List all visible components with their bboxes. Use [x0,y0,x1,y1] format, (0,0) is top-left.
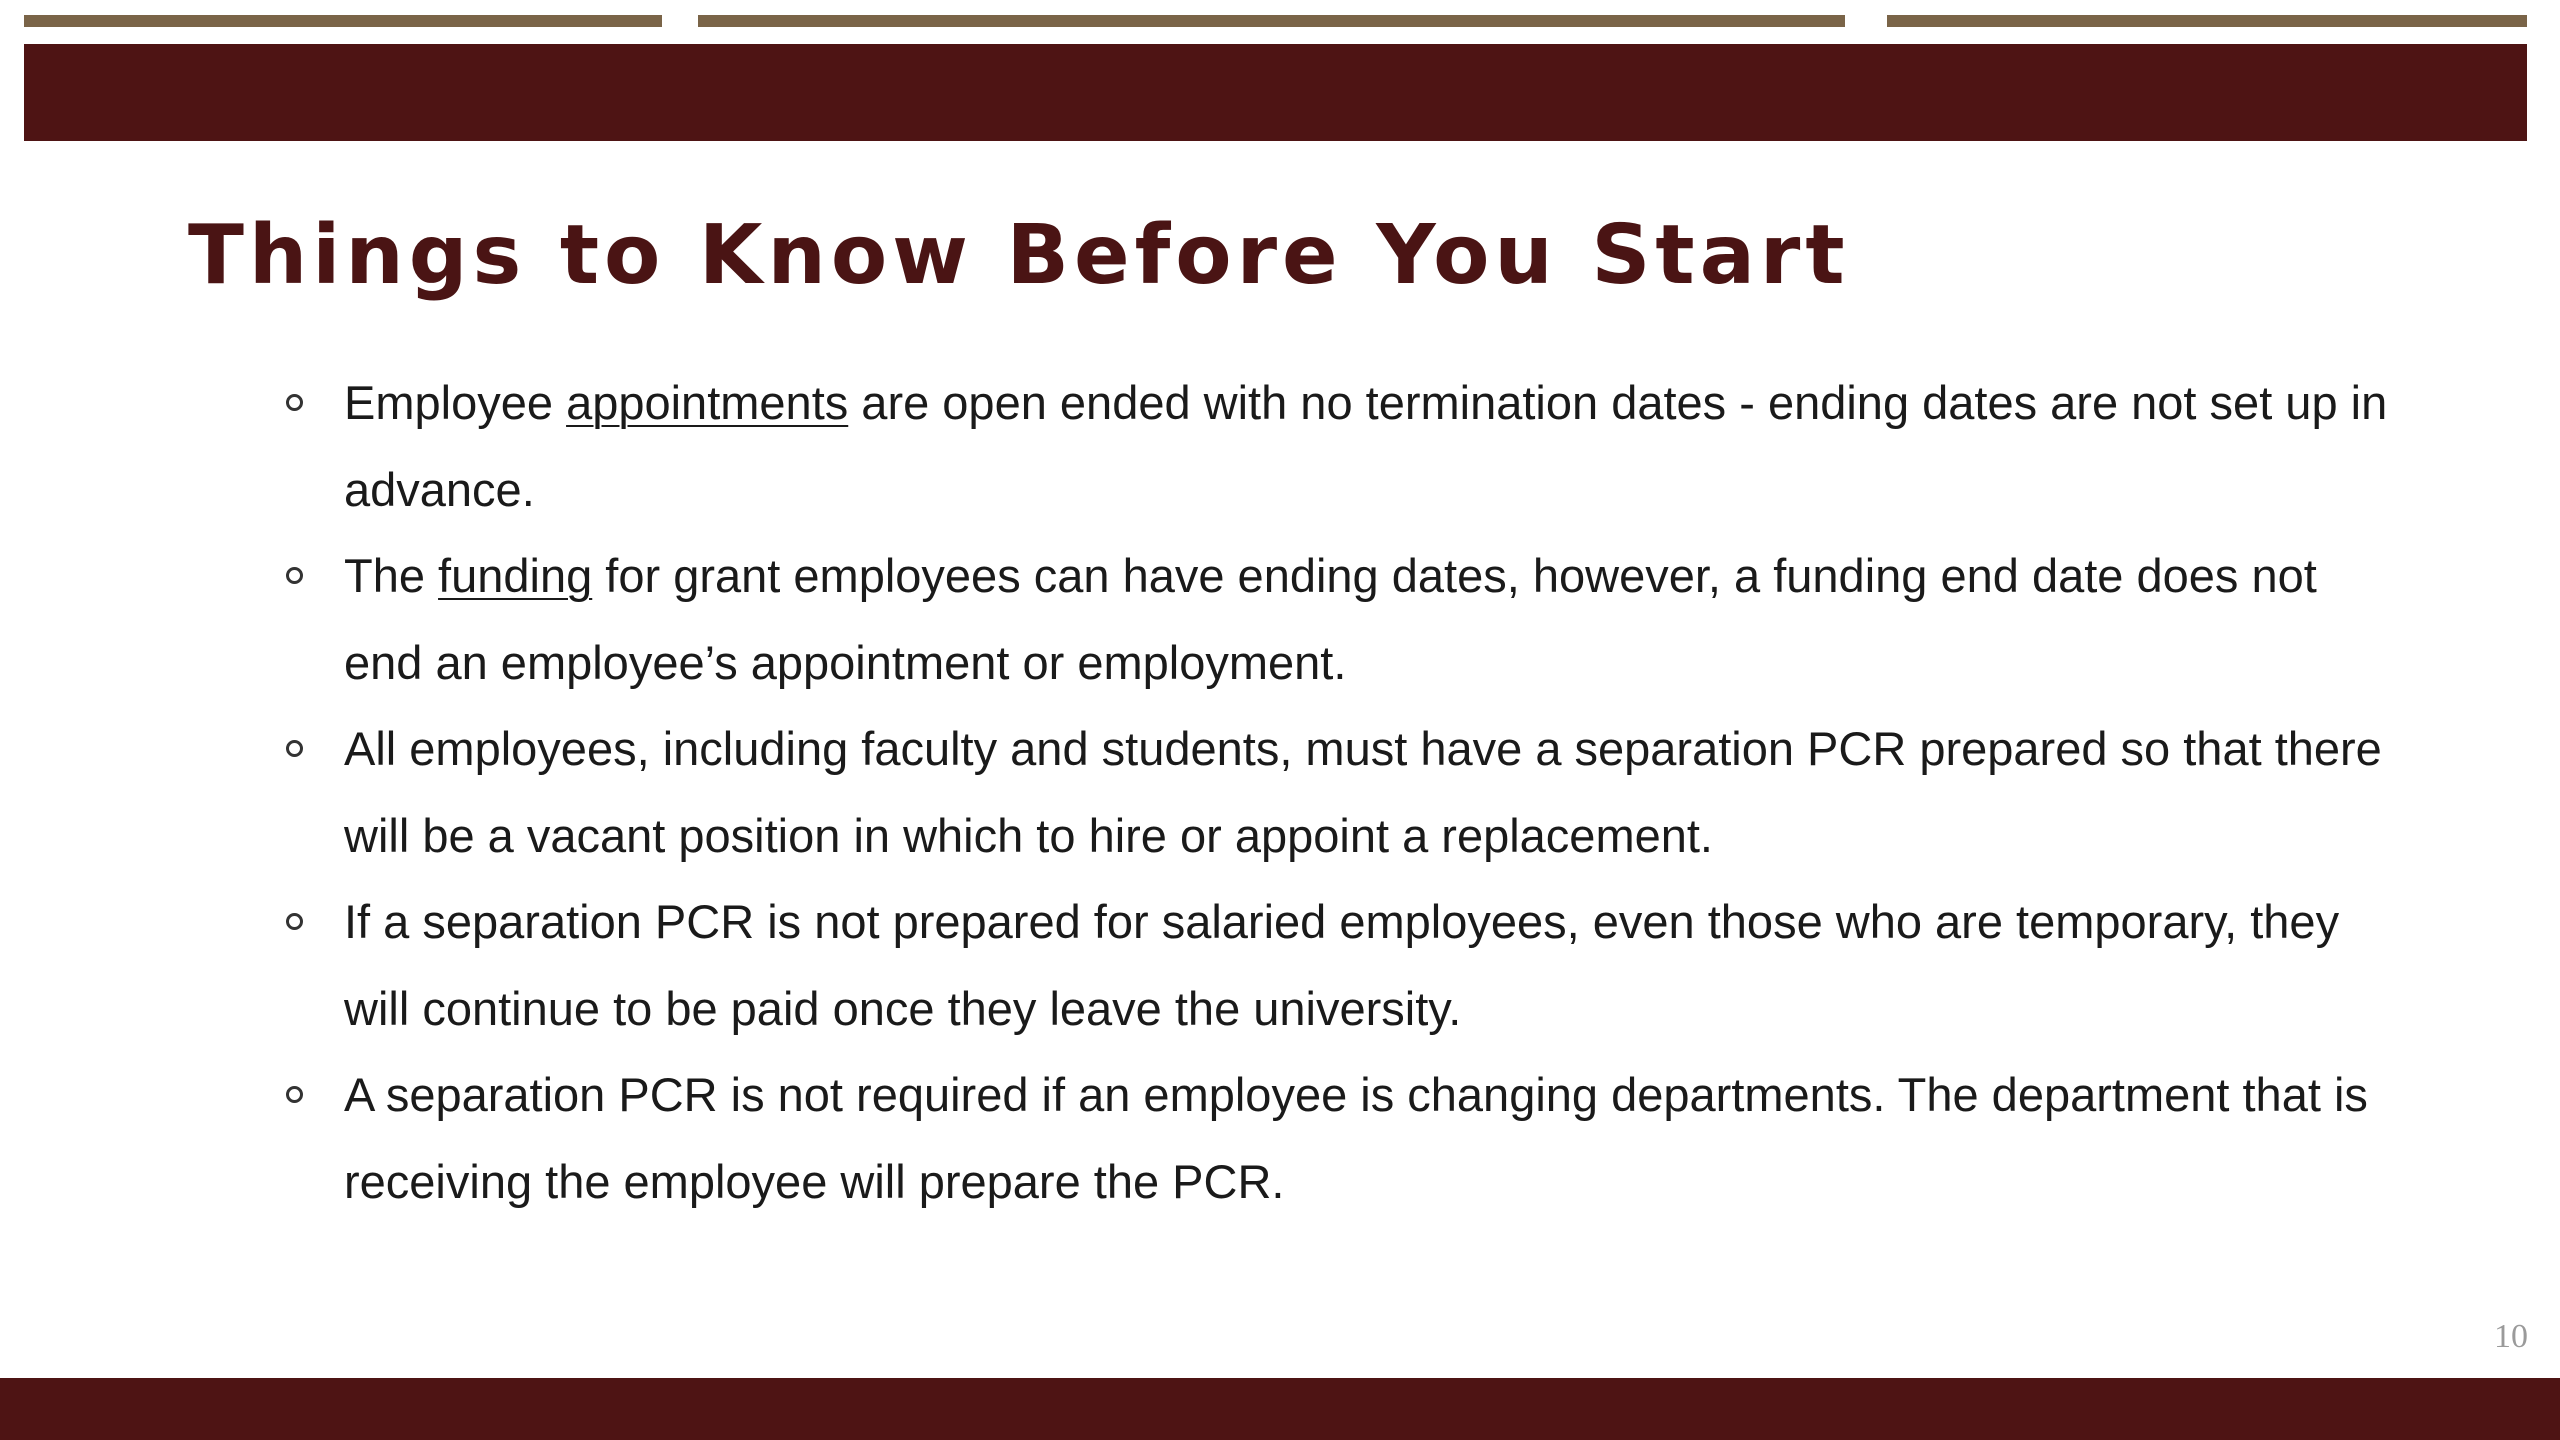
underlined-term: funding [438,549,593,602]
top-accent-line-center [698,15,1845,27]
hollow-circle-icon [286,567,303,584]
hollow-circle-icon [286,394,303,411]
header-band [24,44,2527,141]
top-accent-line-right [1887,15,2527,27]
bullet-text: The [344,549,439,602]
bullet-text: Employee [344,376,567,429]
bullet-text: for grant employees can have ending dates, however, a funding end date does not end an employee’s appointment or employment. [344,549,2317,689]
hollow-circle-icon [286,913,303,930]
bullet-item-separation-pcr [280,706,2400,879]
top-accent-line-left [24,15,662,27]
bullet-item-salaried [280,879,2400,1052]
bullet-item-funding [280,533,2400,706]
slide-title: Things to Know Before You Start [188,208,1850,303]
hollow-circle-icon [286,1086,303,1103]
page-number: 10 [2494,1318,2528,1355]
bullet-text: If a separation PCR is not prepared for salaried employees, even those who are temporary, they will continue to be paid once they leave the university. [344,895,2340,1035]
bullet-list [280,360,2400,1225]
bullet-item-appointments [280,360,2400,533]
footer-band [0,1378,2560,1440]
bullet-text: All employees, including faculty and students, must have a separation PCR prepared so that there will be a vacant position in which to hire or appoint a replacement. [344,722,2382,862]
hollow-circle-icon [286,740,303,757]
underlined-term: appointments [566,376,849,429]
bullet-text: are open ended with no termination dates - ending dates are not set up in advance. [344,376,2388,516]
bullet-item-changing-departments [280,1052,2400,1225]
bullet-text: A separation PCR is not required if an employee is changing departments. The department that is receiving the employee will prepare the PCR. [344,1068,2368,1208]
